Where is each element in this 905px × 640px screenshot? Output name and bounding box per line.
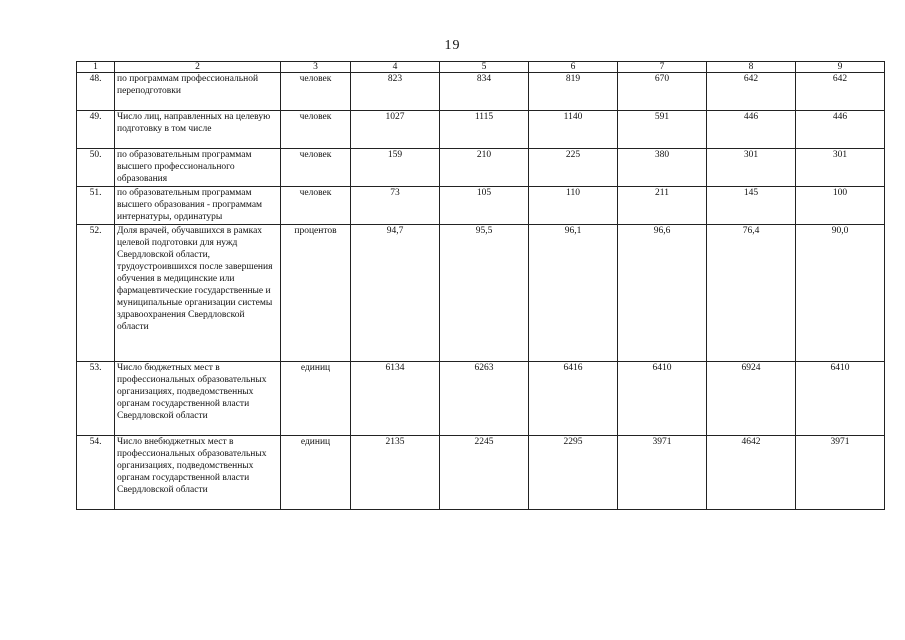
value-cell: 823: [351, 73, 440, 111]
value-cell: 6416: [529, 362, 618, 436]
table-row: [77, 225, 885, 362]
value-cell: 819: [529, 73, 618, 111]
indicator-name: по образовательным программам высшего профессионального образования: [115, 149, 281, 187]
row-number: 51.: [77, 187, 115, 225]
indicators-table: [76, 61, 885, 510]
indicator-name: Доля врачей, обучавшихся в рамках целевой подготовки для нужд Свердловской области, трудоустроившихся после завершения обучения в медицинские или фармацевтические государственные и муниципальные организации системы здравоохранения Свердловской области: [115, 225, 281, 362]
value-cell: 670: [618, 73, 707, 111]
value-cell: 210: [440, 149, 529, 187]
table-row: [77, 187, 885, 225]
value-cell: 1115: [440, 111, 529, 149]
row-number: 48.: [77, 73, 115, 111]
value-cell: 2295: [529, 436, 618, 510]
row-number: 54.: [77, 436, 115, 510]
value-cell: 2135: [351, 436, 440, 510]
table-row: [77, 362, 885, 436]
value-cell: 110: [529, 187, 618, 225]
column-header: 1: [77, 62, 115, 73]
row-number: 50.: [77, 149, 115, 187]
table-row: [77, 111, 885, 149]
unit-cell: человек: [281, 111, 351, 149]
value-cell: 446: [707, 111, 796, 149]
indicator-name: Число лиц, направленных на целевую подготовку в том числе: [115, 111, 281, 149]
column-header: 9: [796, 62, 885, 73]
value-cell: 6410: [796, 362, 885, 436]
row-number: 49.: [77, 111, 115, 149]
value-cell: 1140: [529, 111, 618, 149]
value-cell: 6134: [351, 362, 440, 436]
column-header: 3: [281, 62, 351, 73]
column-header: 2: [115, 62, 281, 73]
value-cell: 642: [796, 73, 885, 111]
value-cell: 591: [618, 111, 707, 149]
value-cell: 301: [707, 149, 796, 187]
table-row: [77, 73, 885, 111]
value-cell: 642: [707, 73, 796, 111]
column-header: 6: [529, 62, 618, 73]
value-cell: 4642: [707, 436, 796, 510]
value-cell: 105: [440, 187, 529, 225]
value-cell: 95,5: [440, 225, 529, 362]
value-cell: 1027: [351, 111, 440, 149]
value-cell: 90,0: [796, 225, 885, 362]
value-cell: 96,1: [529, 225, 618, 362]
value-cell: 3971: [796, 436, 885, 510]
value-cell: 6924: [707, 362, 796, 436]
indicator-name: по программам профессиональной переподготовки: [115, 73, 281, 111]
value-cell: 94,7: [351, 225, 440, 362]
value-cell: 6263: [440, 362, 529, 436]
column-header: 5: [440, 62, 529, 73]
unit-cell: единиц: [281, 436, 351, 510]
page-number: 19: [444, 38, 461, 53]
table-row: [77, 149, 885, 187]
unit-cell: процентов: [281, 225, 351, 362]
table-row: [77, 436, 885, 510]
value-cell: 159: [351, 149, 440, 187]
value-cell: 145: [707, 187, 796, 225]
row-number: 53.: [77, 362, 115, 436]
indicator-name: по образовательным программам высшего образования - программам интернатуры, ординатуры: [115, 187, 281, 225]
column-header: 4: [351, 62, 440, 73]
value-cell: 76,4: [707, 225, 796, 362]
value-cell: 6410: [618, 362, 707, 436]
value-cell: 73: [351, 187, 440, 225]
unit-cell: человек: [281, 149, 351, 187]
value-cell: 3971: [618, 436, 707, 510]
value-cell: 380: [618, 149, 707, 187]
value-cell: 211: [618, 187, 707, 225]
value-cell: 100: [796, 187, 885, 225]
value-cell: 301: [796, 149, 885, 187]
column-header: 8: [707, 62, 796, 73]
row-number: 52.: [77, 225, 115, 362]
value-cell: 96,6: [618, 225, 707, 362]
unit-cell: человек: [281, 73, 351, 111]
indicator-name: Число внебюджетных мест в профессиональных образовательных организациях, подведомственных органам государственной власти Свердловской области: [115, 436, 281, 510]
column-header: 7: [618, 62, 707, 73]
table-header-row: [77, 62, 885, 73]
value-cell: 446: [796, 111, 885, 149]
unit-cell: единиц: [281, 362, 351, 436]
value-cell: 834: [440, 73, 529, 111]
indicator-name: Число бюджетных мест в профессиональных образовательных организациях, подведомственных органам государственной власти Свердловской области: [115, 362, 281, 436]
unit-cell: человек: [281, 187, 351, 225]
value-cell: 2245: [440, 436, 529, 510]
value-cell: 225: [529, 149, 618, 187]
